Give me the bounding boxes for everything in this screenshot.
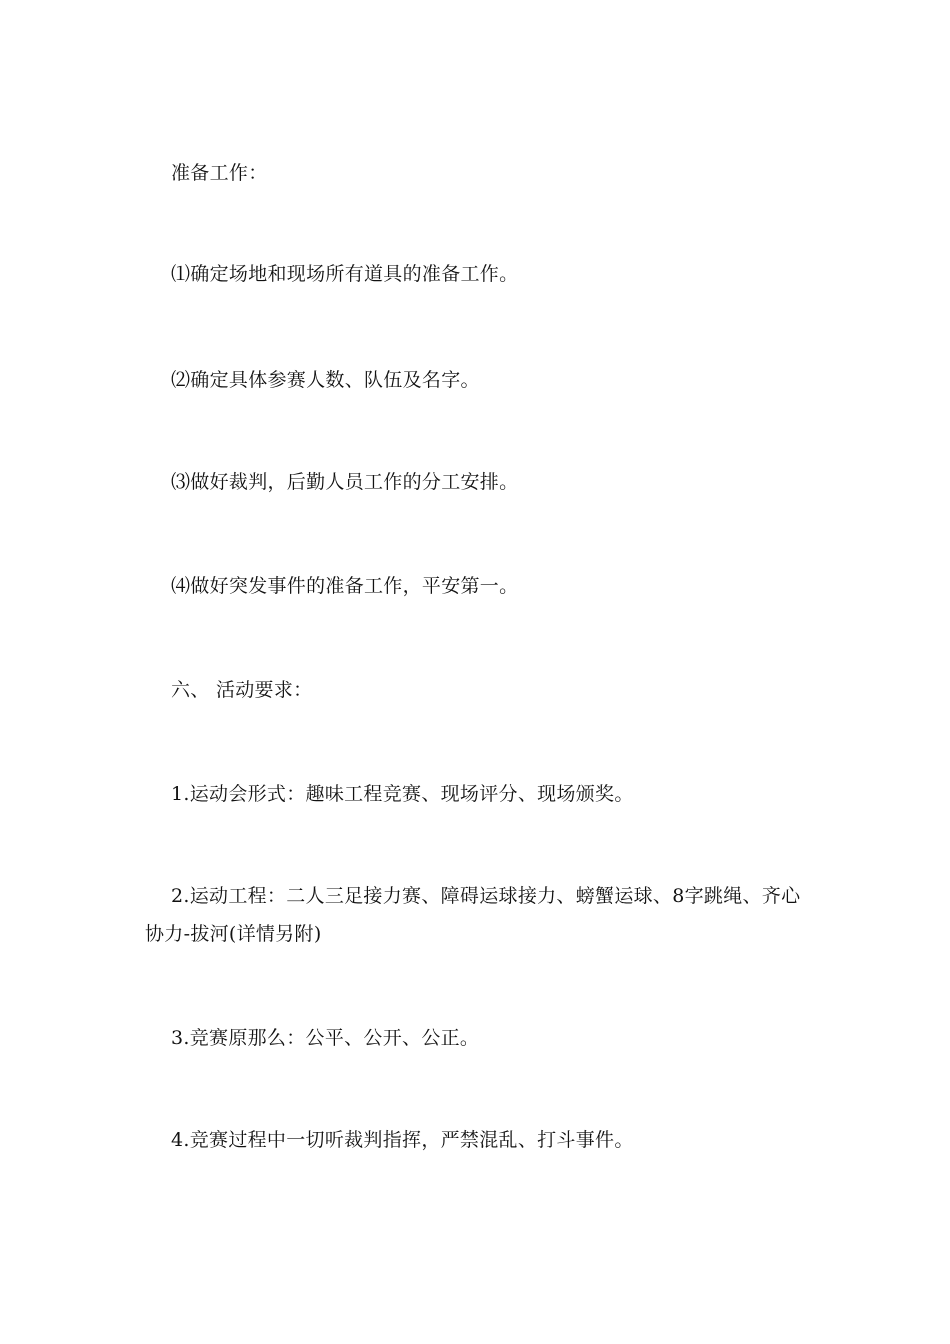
requirement-1: 1.运动会形式：趣味工程竞赛、现场评分、现场颁奖。 bbox=[171, 783, 634, 805]
prep-item-4: ⑷做好突发事件的准备工作，平安第一。 bbox=[171, 575, 519, 597]
prep-item-1: ⑴确定场地和现场所有道具的准备工作。 bbox=[171, 263, 519, 285]
prep-item-2: ⑵确定具体参赛人数、队伍及名字。 bbox=[171, 369, 480, 391]
prep-item-3: ⑶做好裁判，后勤人员工作的分工安排。 bbox=[171, 471, 519, 493]
requirement-3: 3.竞赛原那么：公平、公开、公正。 bbox=[171, 1027, 480, 1049]
requirement-2: 2.运动工程：二人三足接力赛、障碍运球接力、螃蟹运球、8字跳绳、齐心 bbox=[171, 885, 801, 907]
requirement-2-continued: 协力-拔河(详情另附) bbox=[145, 923, 322, 945]
section-heading: 六、 活动要求： bbox=[171, 679, 313, 701]
requirement-4: 4.竞赛过程中一切听裁判指挥，严禁混乱、打斗事件。 bbox=[171, 1129, 634, 1151]
prep-heading: 准备工作： bbox=[171, 162, 268, 184]
